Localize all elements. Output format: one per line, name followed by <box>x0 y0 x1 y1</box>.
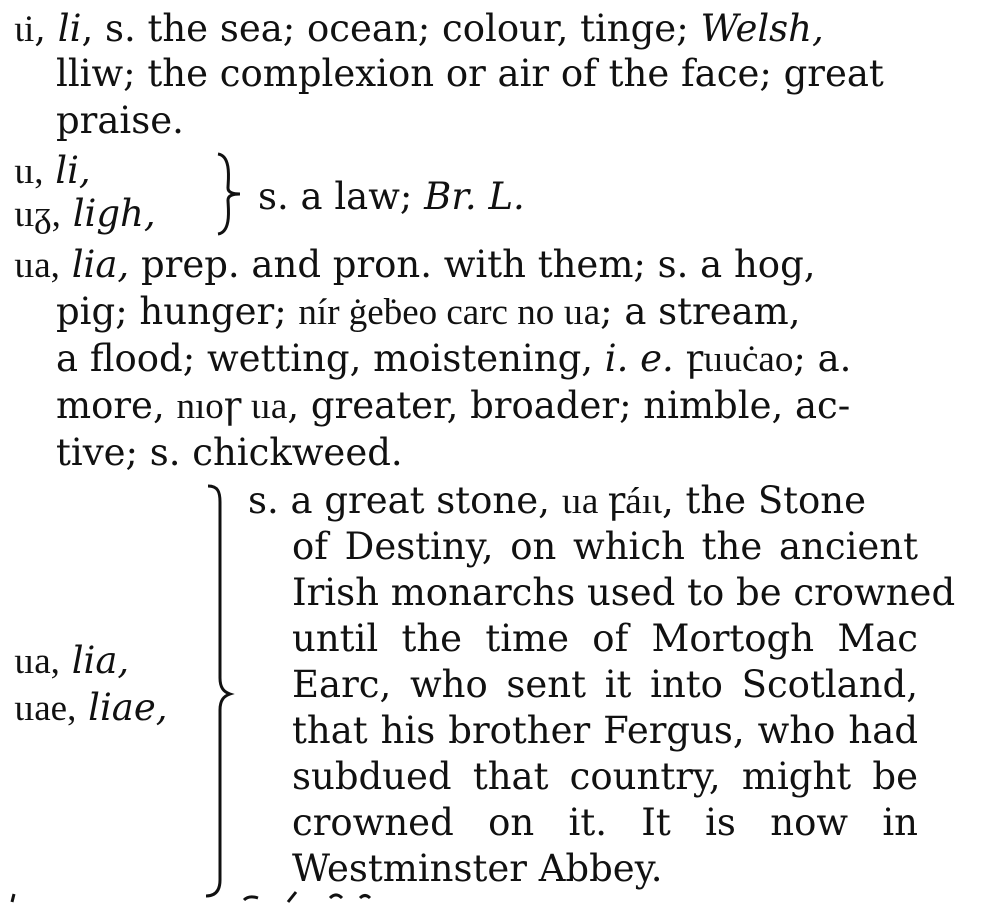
entry-stone-head-2 <box>14 685 168 732</box>
headword-roman: li, <box>55 149 91 192</box>
entry-lia-line-4 <box>56 383 850 430</box>
entry-stone-line-8: crowned on it. It is now in <box>292 801 918 844</box>
headword-gaelic: ɩıa, <box>14 641 60 682</box>
definition-text: s. a law; <box>258 175 425 218</box>
entry-stone-line-6: that his brother Fergus, who had <box>292 709 918 752</box>
headword-gaelic: ɩıa, <box>14 245 60 286</box>
gaelic-word: ꝼɩıuċao <box>685 339 794 380</box>
right-curly-brace <box>214 152 244 236</box>
headword-roman: lia, <box>71 243 130 286</box>
entry-stone-line-9: Westminster Abbey. <box>292 847 663 890</box>
entry-stone-line-4: until the time of Mortogh Mac <box>292 617 918 660</box>
entry-li-line-3: praise. <box>56 99 184 142</box>
cropped-next-line <box>0 888 984 904</box>
entry-lia-line-3 <box>56 336 851 383</box>
entry-law-head-2 <box>14 191 156 238</box>
definition-text: , s. the sea; ocean; colour, tinge; <box>81 7 701 50</box>
abbreviation: i. e. <box>604 337 674 380</box>
headword-gaelic: ɩıae, <box>14 688 77 729</box>
entry-stone-head-1 <box>14 638 129 685</box>
entry-stone-line-7: subdued that country, might be <box>292 755 918 798</box>
entry-lia-line-2 <box>56 289 801 336</box>
headword-roman: lia, <box>71 639 130 682</box>
headword-gaelic: ɩı, <box>14 151 44 192</box>
headword-roman: ligh, <box>72 192 156 235</box>
large-right-curly-brace <box>198 482 238 900</box>
headword-gaelic: ɩıᵹ, <box>14 194 61 235</box>
gaelic-phrase: nıoꞅ ɩıa <box>176 386 288 427</box>
definition-text: more, <box>56 384 177 427</box>
definition-text: pig; hunger; <box>56 290 299 333</box>
definition-text: ; a. <box>793 337 852 380</box>
entry-law-head-1 <box>14 148 91 195</box>
headword-gaelic: ɩi <box>14 9 35 50</box>
entry-li-line-1 <box>14 6 824 53</box>
definition-text: a flood; wetting, moistening, <box>56 337 605 380</box>
definition-text: , greater, broader; nimble, ac- <box>287 384 851 427</box>
headword-roman: liae, <box>88 686 168 729</box>
comma: , <box>34 7 58 50</box>
definition-text: ; a stream, <box>600 290 801 333</box>
welsh-label: Welsh, <box>700 7 824 50</box>
definition-text: prep. and pron. with them; s. a hog, <box>129 243 816 286</box>
entry-lia-line-1 <box>14 242 816 289</box>
entry-li-line-2: lliw; the complexion or air of the face; great <box>56 52 884 95</box>
definition-text: s. a great stone, <box>248 479 562 522</box>
gaelic-phrase: ɩıa ꝼáıɩ <box>561 481 662 522</box>
entry-stone-line-1 <box>248 478 866 525</box>
headword-roman: li <box>57 7 82 50</box>
entry-stone-line-2: of Destiny, on which the ancient <box>292 525 918 568</box>
entry-lia-line-5: tive; s. chickweed. <box>56 431 403 474</box>
abbreviation: Br. L. <box>424 175 525 218</box>
entry-law-definition <box>258 174 525 220</box>
gaelic-phrase: nír ġeḃeo carc no ɩıa <box>298 292 601 333</box>
entry-stone-line-5: Earc, who sent it into Scotland, <box>292 663 918 706</box>
entry-stone-line-3: Irish monarchs used to be crowned <box>292 571 956 614</box>
cropped-text-fragment <box>0 888 984 904</box>
definition-text: , the Stone <box>661 479 867 522</box>
